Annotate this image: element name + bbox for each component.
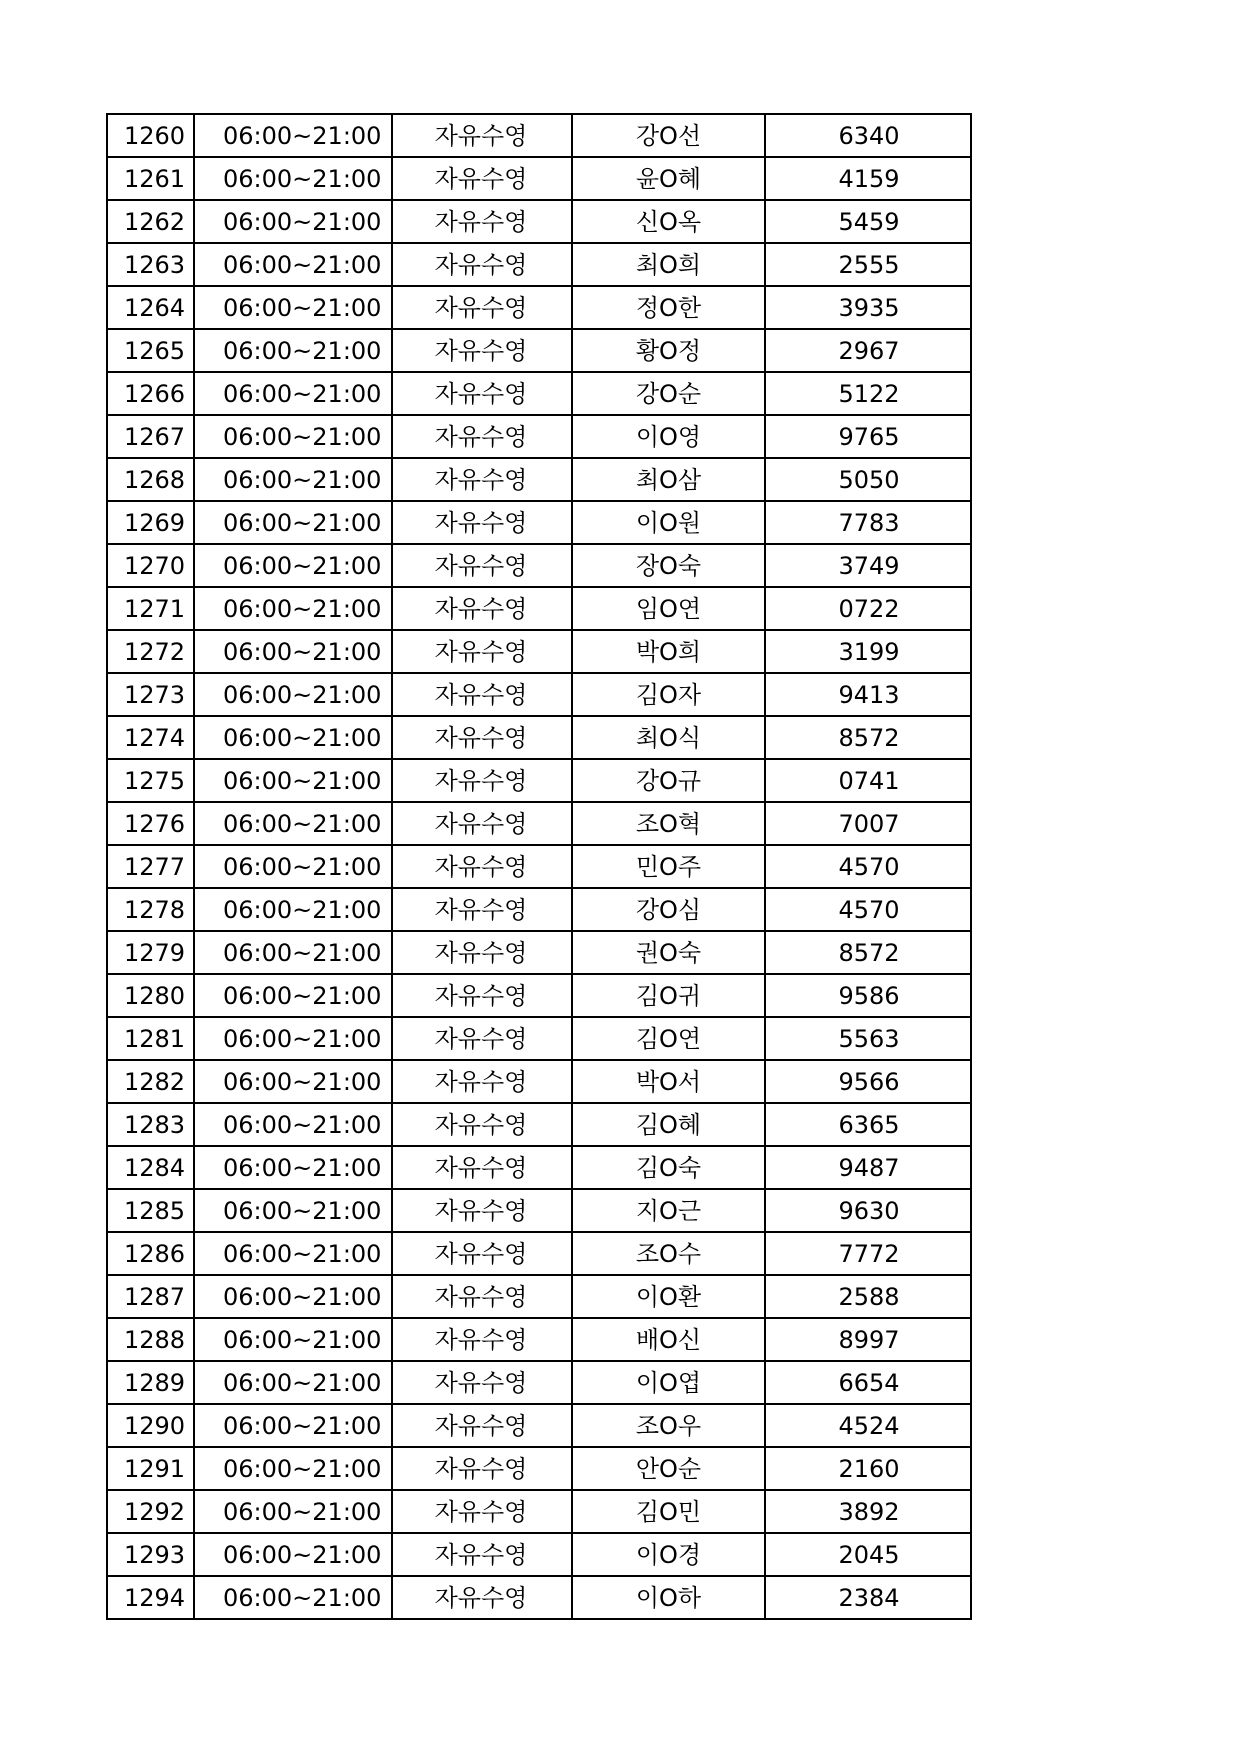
row-number-cell: 1273 (107, 673, 194, 716)
member-name-cell: 강O심 (572, 888, 765, 931)
time-range-cell: 06:00~21:00 (194, 157, 392, 200)
table-body (107, 114, 971, 1619)
table-row (107, 1103, 971, 1146)
member-code-cell: 2555 (765, 243, 971, 286)
time-range-cell: 06:00~21:00 (194, 415, 392, 458)
program-cell: 자유수영 (392, 673, 572, 716)
row-number-cell: 1263 (107, 243, 194, 286)
time-range-cell: 06:00~21:00 (194, 458, 392, 501)
member-name-cell: 이O환 (572, 1275, 765, 1318)
table-row (107, 243, 971, 286)
member-code-cell: 5122 (765, 372, 971, 415)
member-code-cell: 0722 (765, 587, 971, 630)
member-name-cell: 지O근 (572, 1189, 765, 1232)
member-code-cell: 0741 (765, 759, 971, 802)
member-code-cell: 5459 (765, 200, 971, 243)
row-number-cell: 1290 (107, 1404, 194, 1447)
time-range-cell: 06:00~21:00 (194, 587, 392, 630)
table-row (107, 716, 971, 759)
row-number-cell: 1293 (107, 1533, 194, 1576)
time-range-cell: 06:00~21:00 (194, 759, 392, 802)
member-name-cell: 이O영 (572, 415, 765, 458)
member-code-cell: 9413 (765, 673, 971, 716)
time-range-cell: 06:00~21:00 (194, 1404, 392, 1447)
member-name-cell: 민O주 (572, 845, 765, 888)
row-number-cell: 1264 (107, 286, 194, 329)
member-code-cell: 9586 (765, 974, 971, 1017)
member-code-cell: 7783 (765, 501, 971, 544)
table-row (107, 157, 971, 200)
program-cell: 자유수영 (392, 243, 572, 286)
time-range-cell: 06:00~21:00 (194, 243, 392, 286)
program-cell: 자유수영 (392, 157, 572, 200)
program-cell: 자유수영 (392, 544, 572, 587)
time-range-cell: 06:00~21:00 (194, 1447, 392, 1490)
row-number-cell: 1274 (107, 716, 194, 759)
time-range-cell: 06:00~21:00 (194, 630, 392, 673)
table-row (107, 1490, 971, 1533)
row-number-cell: 1289 (107, 1361, 194, 1404)
time-range-cell: 06:00~21:00 (194, 372, 392, 415)
member-name-cell: 김O귀 (572, 974, 765, 1017)
program-cell: 자유수영 (392, 1017, 572, 1060)
member-code-cell: 9765 (765, 415, 971, 458)
time-range-cell: 06:00~21:00 (194, 716, 392, 759)
table-row (107, 372, 971, 415)
program-cell: 자유수영 (392, 372, 572, 415)
member-code-cell: 9487 (765, 1146, 971, 1189)
member-name-cell: 장O숙 (572, 544, 765, 587)
program-cell: 자유수영 (392, 1318, 572, 1361)
member-name-cell: 김O민 (572, 1490, 765, 1533)
member-code-cell: 3935 (765, 286, 971, 329)
member-name-cell: 안O순 (572, 1447, 765, 1490)
member-name-cell: 강O순 (572, 372, 765, 415)
member-name-cell: 이O경 (572, 1533, 765, 1576)
row-number-cell: 1260 (107, 114, 194, 157)
table-row (107, 974, 971, 1017)
member-name-cell: 조O수 (572, 1232, 765, 1275)
member-code-cell: 2588 (765, 1275, 971, 1318)
member-code-cell: 2160 (765, 1447, 971, 1490)
program-cell: 자유수영 (392, 931, 572, 974)
member-name-cell: 최O삼 (572, 458, 765, 501)
member-code-cell: 7007 (765, 802, 971, 845)
program-cell: 자유수영 (392, 1533, 572, 1576)
program-cell: 자유수영 (392, 1576, 572, 1619)
program-cell: 자유수영 (392, 1103, 572, 1146)
time-range-cell: 06:00~21:00 (194, 329, 392, 372)
program-cell: 자유수영 (392, 114, 572, 157)
table-row (107, 1232, 971, 1275)
member-code-cell: 4570 (765, 845, 971, 888)
member-code-cell: 7772 (765, 1232, 971, 1275)
time-range-cell: 06:00~21:00 (194, 1490, 392, 1533)
row-number-cell: 1291 (107, 1447, 194, 1490)
member-code-cell: 9566 (765, 1060, 971, 1103)
table-row (107, 1189, 971, 1232)
program-cell: 자유수영 (392, 716, 572, 759)
row-number-cell: 1271 (107, 587, 194, 630)
table-row (107, 888, 971, 931)
table-row (107, 1275, 971, 1318)
program-cell: 자유수영 (392, 845, 572, 888)
table-row (107, 673, 971, 716)
program-cell: 자유수영 (392, 587, 572, 630)
row-number-cell: 1292 (107, 1490, 194, 1533)
table-row (107, 501, 971, 544)
member-name-cell: 이O엽 (572, 1361, 765, 1404)
time-range-cell: 06:00~21:00 (194, 544, 392, 587)
program-cell: 자유수영 (392, 1189, 572, 1232)
member-code-cell: 6654 (765, 1361, 971, 1404)
member-code-cell: 4524 (765, 1404, 971, 1447)
table-row (107, 1361, 971, 1404)
table-row (107, 1318, 971, 1361)
row-number-cell: 1265 (107, 329, 194, 372)
table-row (107, 845, 971, 888)
member-code-cell: 2967 (765, 329, 971, 372)
program-cell: 자유수영 (392, 200, 572, 243)
time-range-cell: 06:00~21:00 (194, 501, 392, 544)
time-range-cell: 06:00~21:00 (194, 1232, 392, 1275)
row-number-cell: 1275 (107, 759, 194, 802)
program-cell: 자유수영 (392, 1146, 572, 1189)
row-number-cell: 1262 (107, 200, 194, 243)
member-code-cell: 9630 (765, 1189, 971, 1232)
member-name-cell: 임O연 (572, 587, 765, 630)
row-number-cell: 1281 (107, 1017, 194, 1060)
time-range-cell: 06:00~21:00 (194, 1103, 392, 1146)
row-number-cell: 1288 (107, 1318, 194, 1361)
time-range-cell: 06:00~21:00 (194, 1318, 392, 1361)
time-range-cell: 06:00~21:00 (194, 673, 392, 716)
row-number-cell: 1279 (107, 931, 194, 974)
table-row (107, 114, 971, 157)
member-code-cell: 3199 (765, 630, 971, 673)
member-code-cell: 3892 (765, 1490, 971, 1533)
row-number-cell: 1284 (107, 1146, 194, 1189)
time-range-cell: 06:00~21:00 (194, 200, 392, 243)
program-cell: 자유수영 (392, 759, 572, 802)
member-name-cell: 박O서 (572, 1060, 765, 1103)
table-row (107, 1060, 971, 1103)
member-name-cell: 김O연 (572, 1017, 765, 1060)
time-range-cell: 06:00~21:00 (194, 974, 392, 1017)
time-range-cell: 06:00~21:00 (194, 1576, 392, 1619)
table-row (107, 1017, 971, 1060)
member-name-cell: 권O숙 (572, 931, 765, 974)
table-row (107, 1533, 971, 1576)
program-cell: 자유수영 (392, 1232, 572, 1275)
row-number-cell: 1270 (107, 544, 194, 587)
program-cell: 자유수영 (392, 286, 572, 329)
program-cell: 자유수영 (392, 802, 572, 845)
program-cell: 자유수영 (392, 630, 572, 673)
row-number-cell: 1286 (107, 1232, 194, 1275)
time-range-cell: 06:00~21:00 (194, 1146, 392, 1189)
row-number-cell: 1276 (107, 802, 194, 845)
member-code-cell: 2045 (765, 1533, 971, 1576)
row-number-cell: 1268 (107, 458, 194, 501)
member-name-cell: 강O선 (572, 114, 765, 157)
member-code-cell: 8572 (765, 931, 971, 974)
table-row (107, 200, 971, 243)
table-row (107, 630, 971, 673)
row-number-cell: 1261 (107, 157, 194, 200)
member-name-cell: 최O식 (572, 716, 765, 759)
row-number-cell: 1272 (107, 630, 194, 673)
member-code-cell: 6340 (765, 114, 971, 157)
time-range-cell: 06:00~21:00 (194, 114, 392, 157)
member-code-cell: 3749 (765, 544, 971, 587)
row-number-cell: 1267 (107, 415, 194, 458)
table-row (107, 802, 971, 845)
program-cell: 자유수영 (392, 974, 572, 1017)
program-cell: 자유수영 (392, 1404, 572, 1447)
program-cell: 자유수영 (392, 329, 572, 372)
row-number-cell: 1269 (107, 501, 194, 544)
program-cell: 자유수영 (392, 888, 572, 931)
member-name-cell: 신O옥 (572, 200, 765, 243)
time-range-cell: 06:00~21:00 (194, 1189, 392, 1232)
table-row (107, 329, 971, 372)
member-name-cell: 김O혜 (572, 1103, 765, 1146)
table-row (107, 759, 971, 802)
table-row (107, 587, 971, 630)
member-name-cell: 이O하 (572, 1576, 765, 1619)
program-cell: 자유수영 (392, 1060, 572, 1103)
program-cell: 자유수영 (392, 458, 572, 501)
program-cell: 자유수영 (392, 1361, 572, 1404)
member-code-cell: 8572 (765, 716, 971, 759)
program-cell: 자유수영 (392, 415, 572, 458)
member-name-cell: 황O정 (572, 329, 765, 372)
table-row (107, 286, 971, 329)
member-code-cell: 2384 (765, 1576, 971, 1619)
member-code-cell: 5563 (765, 1017, 971, 1060)
row-number-cell: 1280 (107, 974, 194, 1017)
time-range-cell: 06:00~21:00 (194, 802, 392, 845)
table-row (107, 544, 971, 587)
member-name-cell: 조O우 (572, 1404, 765, 1447)
member-code-cell: 5050 (765, 458, 971, 501)
row-number-cell: 1294 (107, 1576, 194, 1619)
member-name-cell: 이O원 (572, 501, 765, 544)
time-range-cell: 06:00~21:00 (194, 1275, 392, 1318)
time-range-cell: 06:00~21:00 (194, 888, 392, 931)
time-range-cell: 06:00~21:00 (194, 1361, 392, 1404)
member-code-cell: 6365 (765, 1103, 971, 1146)
time-range-cell: 06:00~21:00 (194, 1060, 392, 1103)
member-code-cell: 8997 (765, 1318, 971, 1361)
table-row (107, 931, 971, 974)
member-name-cell: 배O신 (572, 1318, 765, 1361)
time-range-cell: 06:00~21:00 (194, 931, 392, 974)
member-name-cell: 최O희 (572, 243, 765, 286)
table-row (107, 1576, 971, 1619)
program-cell: 자유수영 (392, 501, 572, 544)
member-name-cell: 강O규 (572, 759, 765, 802)
row-number-cell: 1283 (107, 1103, 194, 1146)
time-range-cell: 06:00~21:00 (194, 845, 392, 888)
row-number-cell: 1287 (107, 1275, 194, 1318)
member-name-cell: 김O숙 (572, 1146, 765, 1189)
row-number-cell: 1285 (107, 1189, 194, 1232)
time-range-cell: 06:00~21:00 (194, 1533, 392, 1576)
member-name-cell: 김O자 (572, 673, 765, 716)
member-name-cell: 박O희 (572, 630, 765, 673)
program-cell: 자유수영 (392, 1275, 572, 1318)
table-row (107, 458, 971, 501)
member-name-cell: 정O한 (572, 286, 765, 329)
table-row (107, 415, 971, 458)
member-code-cell: 4570 (765, 888, 971, 931)
row-number-cell: 1282 (107, 1060, 194, 1103)
row-number-cell: 1278 (107, 888, 194, 931)
program-cell: 자유수영 (392, 1490, 572, 1533)
time-range-cell: 06:00~21:00 (194, 1017, 392, 1060)
member-name-cell: 윤O혜 (572, 157, 765, 200)
member-name-cell: 조O혁 (572, 802, 765, 845)
table-row (107, 1404, 971, 1447)
row-number-cell: 1277 (107, 845, 194, 888)
table-row (107, 1447, 971, 1490)
table-row (107, 1146, 971, 1189)
row-number-cell: 1266 (107, 372, 194, 415)
time-range-cell: 06:00~21:00 (194, 286, 392, 329)
registration-table (106, 113, 972, 1620)
member-code-cell: 4159 (765, 157, 971, 200)
program-cell: 자유수영 (392, 1447, 572, 1490)
